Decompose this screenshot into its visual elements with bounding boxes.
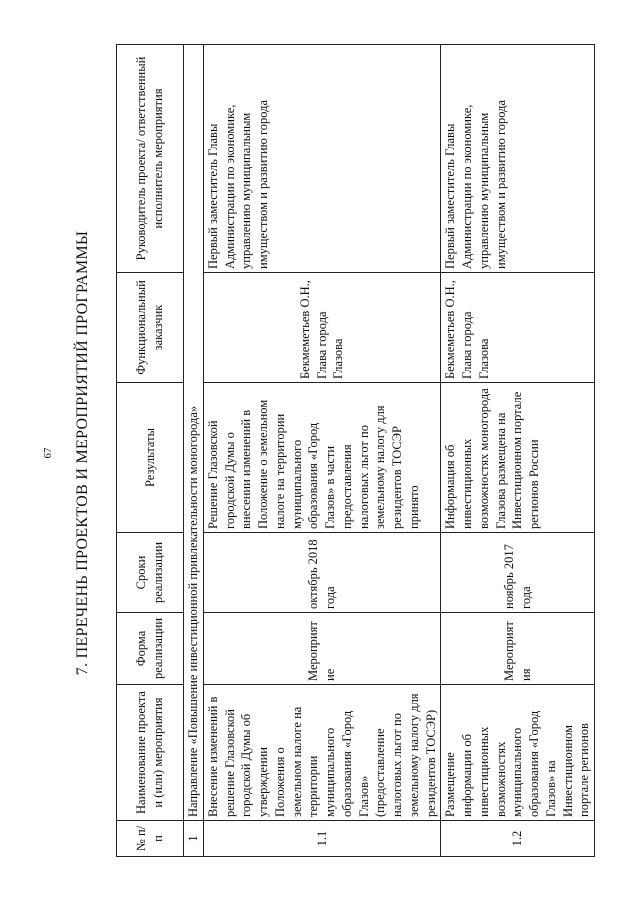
row-customer: Бекмеметьев О.Н., Глава города Глазова bbox=[203, 272, 441, 382]
row-term: ноябрь 2017 года bbox=[441, 532, 595, 612]
row-result: Информация об инвестиционных возможностях моногорода Глазова размещена на Инвестиционном портале регионов России bbox=[441, 382, 595, 532]
projects-table bbox=[116, 44, 595, 857]
row-num: 1.2 bbox=[441, 820, 595, 856]
row-head: Первый заместитель Главы Администрации по экономике, управлению муниципальным имуществом и развитию города bbox=[203, 44, 441, 272]
header-name: Наименование проекта и (или) мероприятия bbox=[117, 684, 184, 820]
header-result: Результаты bbox=[117, 382, 184, 532]
header-term: Сроки реализации bbox=[117, 532, 184, 612]
page-number: 67 bbox=[42, 447, 54, 458]
row-form: Мероприятие bbox=[203, 612, 441, 684]
table-row bbox=[203, 44, 441, 856]
table-row bbox=[441, 44, 595, 856]
section-heading: 7. ПЕРЕЧЕНЬ ПРОЕКТОВ И МЕРОПРИЯТИЙ ПРОГРАММЫ bbox=[74, 230, 91, 675]
row-num: 1.1 bbox=[203, 820, 441, 856]
row-result: Решение Глазовской городской Думы о внесении изменений в Положение о земельном налоге на территории муниципального образования «Город Глазов» в части предоставления налоговых льгот по земельному налогу для резидентов ТОСЭР принято bbox=[203, 382, 441, 532]
header-head: Руководитель проекта/ ответственный исполнитель мероприятия bbox=[117, 44, 184, 272]
row-name: Размещение информации об инвестиционных возможностях муниципального образования «Город Глазов» на Инвестиционном портале регионов bbox=[441, 684, 595, 820]
header-num: № п/п bbox=[117, 820, 184, 856]
direction-row bbox=[184, 44, 204, 856]
row-form: Мероприятия bbox=[441, 612, 595, 684]
header-customer: Функциональный заказчик bbox=[117, 272, 184, 382]
row-term: октябрь 2018 года bbox=[203, 532, 441, 612]
direction-text: Направление «Повышение инвестиционной привлекательности моногорода» bbox=[184, 44, 204, 820]
row-name: Внесение изменений в решение Глазовской городской Думы об утверждении Положения о земельном налоге на территории муниципального образования «Город Глазов» (предоставление налоговых льгот по земельному налогу для резидентов ТОСЭР) bbox=[203, 684, 441, 820]
header-form: Форма реализации bbox=[117, 612, 184, 684]
header-row bbox=[117, 44, 184, 856]
direction-num: 1 bbox=[184, 820, 204, 856]
row-head: Первый заместитель Главы Администрации по экономике, управлению муниципальным имуществом и развитию города bbox=[441, 44, 595, 272]
row-customer: Бекмеметьев О.Н., Глава города Глазова bbox=[441, 272, 595, 382]
rotated-page bbox=[40, 43, 600, 863]
